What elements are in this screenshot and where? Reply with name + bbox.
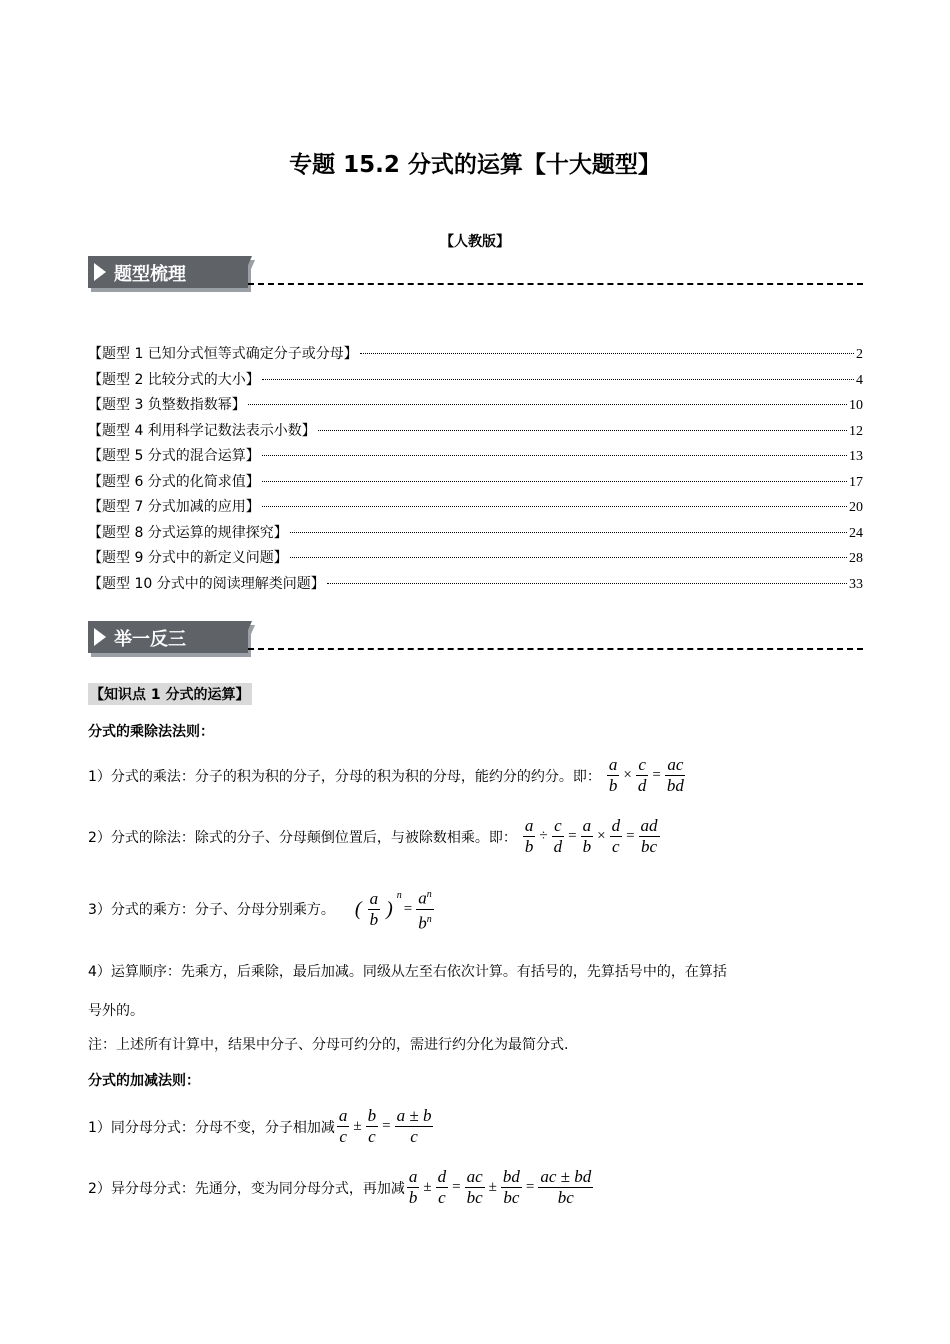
rule-different-denominator: 2）异分母分式：先通分，变为同分母分式，再加减 $\frac{a}{b}$ ± $\frac{d}{c}$ = $\frac{ac}{bc}$ ± $\frac{bd}{bc}$ = $\frac{ac \pm bd}{bc}$ <box>88 1167 595 1208</box>
toc-item[interactable]: 【题型 7 分式加减的应用】 20 <box>88 499 863 515</box>
section-title: 举一反三 <box>114 629 186 650</box>
rule-order-line1: 4）运算顺序：先乘方，后乘除，最后加减。同级从左至右依次计算。有括号的，先算括号中的，在算括 <box>88 964 727 980</box>
play-arrow-icon <box>94 263 106 281</box>
play-arrow-icon <box>94 628 106 646</box>
toc-item[interactable]: 【题型 6 分式的化简求值】 17 <box>88 473 863 490</box>
rule-order-line2: 号外的。 <box>88 1003 144 1019</box>
division-formula: $\frac{a}{b}$ ÷ $\frac{c}{d}$ = $\frac{a}{b}$ × $\frac{d}{c}$ = $\frac{ad}{bc}$ <box>524 816 658 856</box>
rule-multiplication: 1）分式的乘法：分子的积为积的分子，分母的积为积的分母，能约分的约分。即： $\frac{a}{b}$ × $\frac{c}{d}$ = $\frac{ac}{bd}$ <box>88 755 688 796</box>
dashed-divider <box>248 283 863 285</box>
muldiv-title: 分式的乘除法法则： <box>88 724 214 740</box>
toc-item[interactable]: 【题型 10 分式中的阅读理解类问题】 33 <box>88 575 863 592</box>
rule-power: 3）分式的乘方：分子、分母分别乘方。 ( $\frac{a}{b}$ ) $^n$ = $\frac{a^n}{b^n}$ <box>88 885 436 933</box>
dashed-divider <box>248 648 863 650</box>
toc-item[interactable]: 【题型 3 负整数指数幂】 10 <box>88 397 863 413</box>
section-title: 题型梳理 <box>114 264 186 285</box>
toc-item[interactable]: 【题型 2 比较分式的大小】 4 <box>88 371 863 388</box>
addsub-title: 分式的加减法则： <box>88 1073 200 1089</box>
note: 注：上述所有计算中，结果中分子、分母可约分的，需进行约分化为最简分式. <box>88 1037 569 1053</box>
edition-label: 【人教版】 <box>440 234 510 250</box>
toc-item[interactable]: 【题型 9 分式中的新定义问题】 28 <box>88 550 863 566</box>
knowledge-heading: 【知识点 1 分式的运算】 <box>88 683 252 705</box>
power-formula: ( $\frac{a}{b}$ ) $^n$ = $\frac{a^n}{b^n}$ <box>351 885 436 933</box>
toc-item[interactable]: 【题型 1 已知分式恒等式确定分子或分母】 2 <box>88 346 863 362</box>
same-denominator-formula: $\frac{a}{c}$ ± $\frac{b}{c}$ = $\frac{a \pm b}{c}$ <box>338 1106 432 1146</box>
page-title: 专题 15.2 分式的运算【十大题型】 <box>289 152 661 178</box>
rule-same-denominator: 1）同分母分式：分母不变，分子相加减 $\frac{a}{c}$ ± $\frac{b}{c}$ = $\frac{a \pm b}{c}$ <box>88 1106 435 1147</box>
toc-item[interactable]: 【题型 4 利用科学记数法表示小数】 12 <box>88 422 863 439</box>
toc-item[interactable]: 【题型 8 分式运算的规律探究】 24 <box>88 524 863 541</box>
rule-division: 2）分式的除法：除式的分子、分母颠倒位置后，与被除数相乘。即： $\frac{a}{b}$ ÷ $\frac{c}{d}$ = $\frac{a}{b}$ × $\frac{d}{c}$ = $\frac{ad}{bc}$ <box>88 816 662 857</box>
section-banner-examples <box>88 621 863 657</box>
section-banner-overview <box>88 256 863 292</box>
multiplication-formula: $\frac{a}{b}$ × $\frac{c}{d}$ = $\frac{ac}{bd}$ <box>608 755 684 795</box>
different-denominator-formula: $\frac{a}{b}$ ± $\frac{d}{c}$ = $\frac{ac}{bc}$ ± $\frac{bd}{bc}$ = $\frac{ac \pm bd}{bc}$ <box>408 1167 592 1207</box>
toc-item[interactable]: 【题型 5 分式的混合运算】 13 <box>88 448 863 464</box>
table-of-contents <box>88 343 863 598</box>
